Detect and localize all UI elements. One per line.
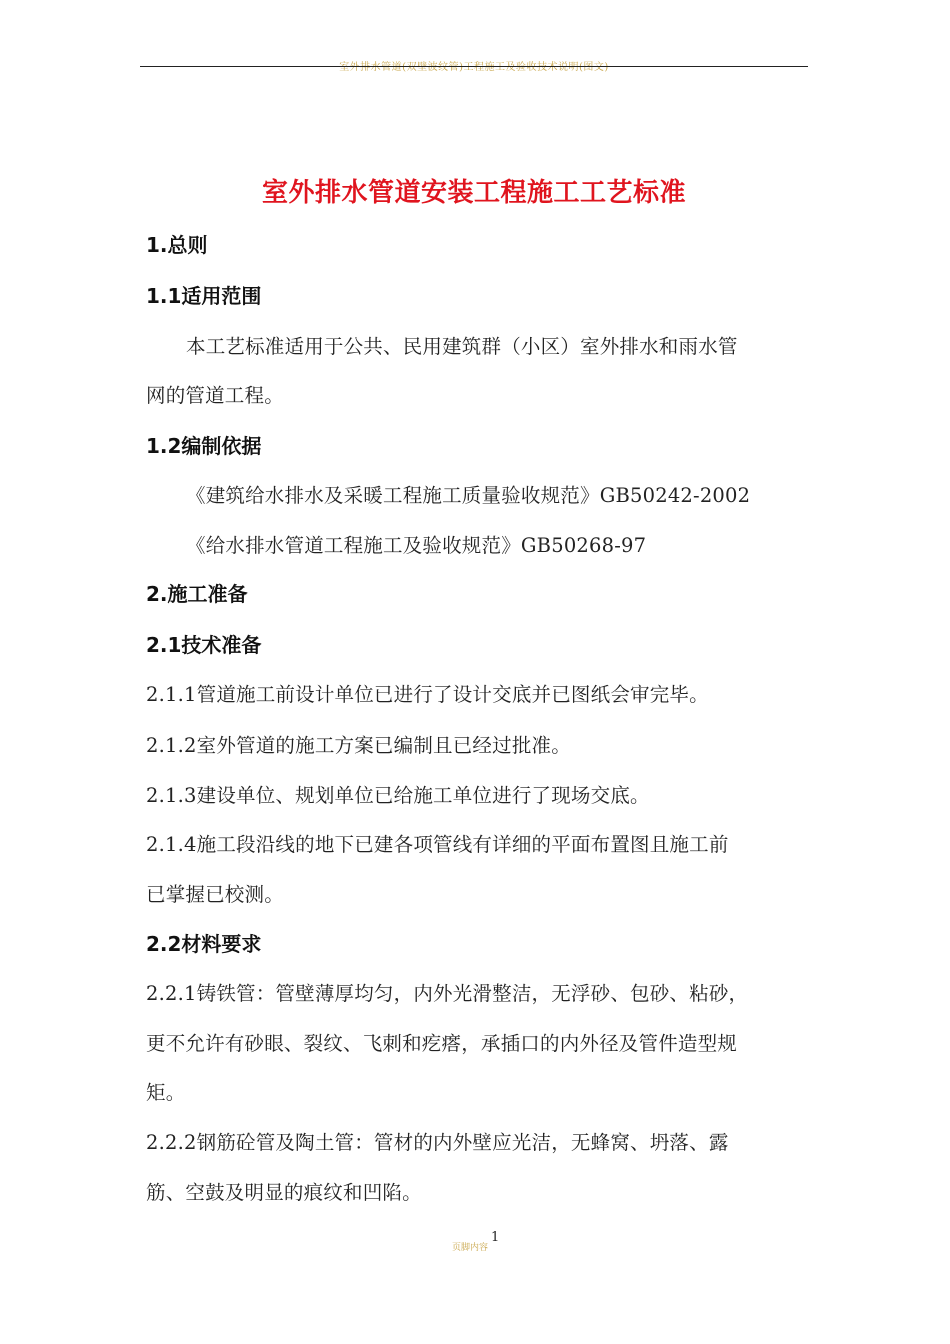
- section-heading-1: 1.总则: [146, 233, 208, 257]
- paragraph-2-1-2: 2.1.2室外管道的施工方案已编制且已经过批准。: [146, 734, 571, 757]
- paragraph-2-2-2-line-1: 2.2.2钢筋砼管及陶土管：管材的内外壁应光洁，无蜂窝、坍落、露: [146, 1131, 729, 1154]
- page-footer-text: 页脚内容: [452, 1243, 489, 1253]
- paragraph-2-2-2-line-2: 筋、空鼓及明显的痕纹和凹陷。: [146, 1181, 422, 1204]
- reference-1: 《建筑给水排水及采暖工程施工质量验收规范》GB50242-2002: [186, 484, 751, 507]
- paragraph-2-1-3: 2.1.3建设单位、规划单位已给施工单位进行了现场交底。: [146, 784, 650, 807]
- document-title: 室外排水管道安装工程施工工艺标准: [261, 178, 686, 208]
- section-heading-2-2: 2.2材料要求: [146, 932, 262, 956]
- paragraph-2-2-1-line-2: 更不允许有砂眼、裂纹、飞刺和疙瘩，承插口的内外径及管件造型规: [146, 1032, 738, 1055]
- paragraph-1-1-line-1: 本工艺标准适用于公共、民用建筑群（小区）室外排水和雨水管: [186, 335, 738, 358]
- section-heading-1-2: 1.2编制依据: [146, 434, 262, 458]
- paragraph-1-1-line-2: 网的管道工程。: [146, 384, 284, 407]
- section-heading-2: 2.施工准备: [146, 582, 248, 606]
- paragraph-2-1-1: 2.1.1管道施工前设计单位已进行了设计交底并已图纸会审完毕。: [146, 683, 709, 706]
- header-rule: [140, 66, 808, 67]
- page-number: 1: [491, 1230, 500, 1245]
- reference-2: 《给水排水管道工程施工及验收规范》GB50268-97: [186, 534, 647, 557]
- paragraph-2-1-4-line-1: 2.1.4施工段沿线的地下已建各项管线有详细的平面布置图且施工前: [146, 833, 729, 856]
- page-header-text: 室外排水管道(双壁波纹管)工程施工及验收技术说明(图文): [339, 62, 609, 73]
- paragraph-2-2-1-line-3: 矩。: [146, 1081, 186, 1104]
- paragraph-2-1-4-line-2: 已掌握已校测。: [146, 883, 284, 906]
- section-heading-1-1: 1.1适用范围: [146, 284, 262, 308]
- section-heading-2-1: 2.1技术准备: [146, 633, 262, 657]
- paragraph-2-2-1-line-1: 2.2.1铸铁管：管壁薄厚均匀，内外光滑整洁，无浮砂、包砂、粘砂，: [146, 982, 749, 1005]
